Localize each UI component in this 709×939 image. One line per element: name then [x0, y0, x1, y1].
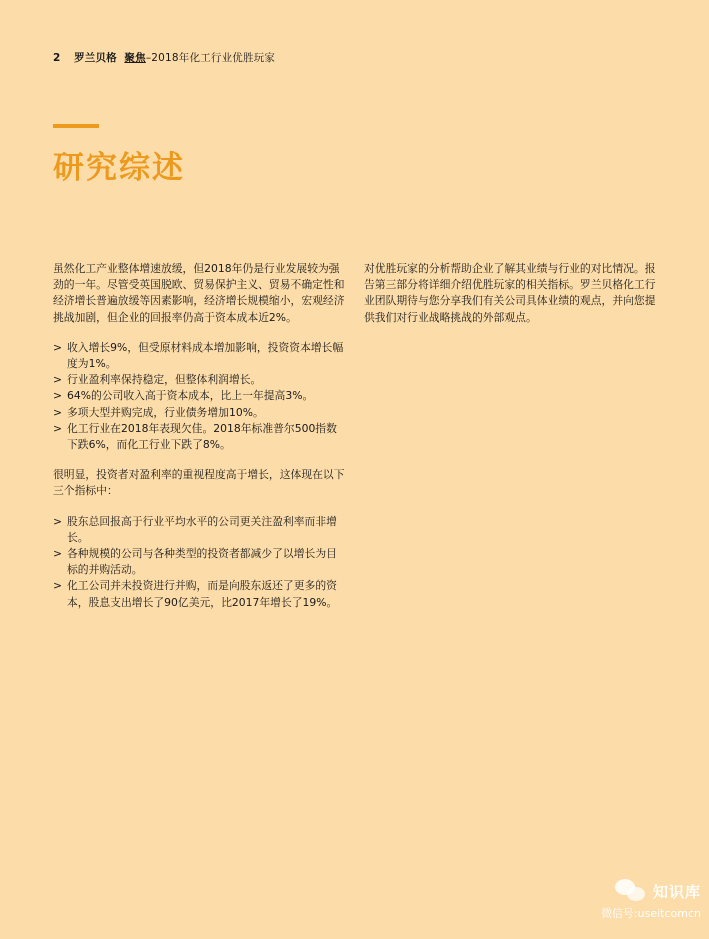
brand-name: 罗兰贝格 [74, 52, 117, 64]
bullet-marker-icon: > [53, 373, 63, 387]
page-number: 2 [53, 52, 61, 64]
right-paragraph: 对优胜玩家的分析帮助企业了解其业绩与行业的对比情况。报告第三部分将详细介绍优胜玩家的相关指标。罗兰贝格化工行业团队期待与您分享我们有关公司具体业绩的观点，并向您提供我们对行业战略挑战的外部观点。 [364, 262, 656, 324]
page-title: 研究综述 [53, 150, 185, 186]
bullet-list-2 [53, 514, 345, 611]
list-item: > 股东总回报高于行业平均水平的公司更关注盈利率而非增长。 [53, 514, 337, 544]
watermark [601, 879, 701, 921]
right-column [364, 261, 660, 326]
bullet-marker-icon: > [53, 514, 63, 528]
bullet-marker-icon: > [53, 340, 63, 354]
wechat-icon [615, 879, 647, 903]
bullet-list-1 [53, 340, 345, 453]
middle-paragraph: 很明显，投资者对盈利率的重视程度高于增长，这体现在以下三个指标中： [53, 468, 345, 498]
bullet-marker-icon: > [53, 579, 63, 593]
list-item: > 收入增长9%，但受原材料成本增加影响，投资资本增长幅度为1%。 [53, 340, 344, 371]
left-column [53, 261, 345, 611]
intro-paragraph: 虽然化工产业整体增速放缓，但2018年仍是行业发展较为强劲的一年。尽管受英国脱欧、贸易保护主义、贸易不确定性和经济增长普遍放缓等因素影响，经济增长规模缩小，宏观经济挑战加剧，但企业的回报率仍高于资本成本近2%。 [53, 262, 345, 324]
title-accent-bar [53, 124, 99, 128]
list-item: > 行业盈利率保持稳定，但整体利润增长。 [53, 372, 345, 388]
list-item: > 化工公司并未投资进行并购，而是向股东返还了更多的资本，股息支出增长了90亿美元，比2017年增长了19%。 [53, 579, 338, 609]
list-item: > 64%的公司收入高于资本成本，比上一年提高3%。 [53, 388, 345, 404]
list-item: > 化工行业在2018年表现欠佳。2018年标准普尔500指数下跌6%，而化工行业下跌了8%。 [53, 421, 337, 452]
bullet-marker-icon: > [53, 405, 63, 419]
page-header [53, 50, 275, 65]
bullet-marker-icon: > [53, 389, 63, 403]
series-label: 聚焦 [124, 52, 146, 64]
watermark-account: 微信号:useitcomcn [600, 907, 701, 920]
report-subtitle: –2018年化工行业优胜玩家 [145, 52, 276, 64]
bullet-marker-icon: > [53, 547, 63, 561]
watermark-name: 知识库 [652, 882, 701, 901]
bullet-marker-icon: > [53, 421, 63, 435]
list-item: > 各种规模的公司与各种类型的投资者都减少了以增长为目标的并购活动。 [53, 547, 337, 577]
list-item: > 多项大型并购完成，行业债务增加10%。 [53, 405, 345, 421]
